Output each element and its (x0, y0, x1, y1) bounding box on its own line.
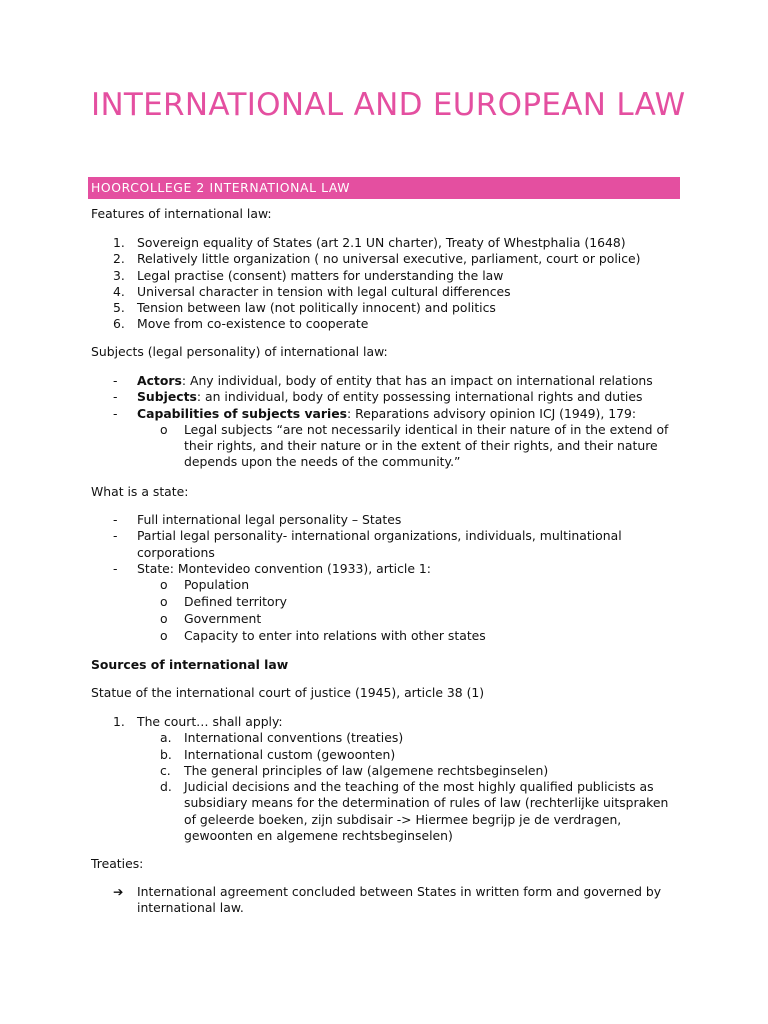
list-term: Capabilities of subjects varies (137, 405, 348, 421)
list-marker: d. (160, 779, 172, 795)
list-text: Partial legal personality- international organizations, individuals, multinational corporations (137, 528, 622, 560)
subjects-list (91, 373, 691, 471)
list-marker: - (113, 560, 118, 576)
sources-list (91, 714, 691, 844)
list-marker: o (160, 577, 168, 593)
list-item (91, 714, 691, 730)
list-text: : an individual, body of entity possessing international rights and duties (196, 389, 643, 405)
list-text: Move from co-existence to cooperate (137, 316, 369, 332)
list-text: International agreement concluded between States in written form and governed by international law. (137, 884, 662, 916)
list-text: State: Montevideo convention (1933), article 1: (137, 560, 431, 576)
list-marker: - (113, 373, 118, 388)
list-marker: 1. (113, 714, 125, 729)
treaties-heading: Treaties: (91, 856, 144, 871)
treaties-list (91, 884, 691, 917)
list-marker: a. (160, 730, 172, 746)
list-text: International custom (gewoonten) (184, 746, 396, 762)
list-text: Legal practise (consent) matters for understanding the law (137, 267, 504, 283)
list-marker: 4. (113, 283, 125, 299)
list-item (91, 373, 691, 389)
sub-list-item (91, 594, 691, 611)
list-marker: o (160, 611, 168, 627)
list-text: Relatively little organization ( no universal executive, parliament, court or police) (137, 251, 641, 267)
sources-statute: Statue of the international court of justice (1945), article 38 (1) (91, 685, 485, 700)
list-item (91, 512, 691, 528)
list-marker: - (113, 528, 118, 544)
list-text: The court… shall apply: (137, 714, 283, 729)
state-list (91, 512, 691, 645)
list-text: Full international legal personality – States (137, 512, 402, 527)
list-text: The general principles of law (algemene rechtsbeginselen) (184, 762, 549, 778)
sub-list-item (91, 763, 691, 779)
list-text: Government (184, 611, 262, 627)
list-marker: - (113, 512, 118, 527)
list-marker: b. (160, 746, 172, 762)
list-marker: 1. (113, 235, 125, 250)
list-item (91, 251, 691, 267)
subjects-heading: Subjects (legal personality) of international law: (91, 344, 388, 359)
sub-list-item (91, 628, 691, 645)
list-item (91, 300, 691, 316)
state-heading: What is a state: (91, 484, 189, 499)
sub-list-item (91, 577, 691, 594)
list-text: Capacity to enter into relations with other states (184, 628, 486, 644)
sources-heading: Sources of international law (91, 657, 289, 672)
sub-list-item (91, 730, 691, 746)
sub-list-item (91, 611, 691, 628)
list-item (91, 561, 691, 577)
list-item (91, 268, 691, 284)
list-item (91, 884, 691, 917)
list-item (91, 528, 691, 561)
features-heading: Features of international law: (91, 206, 272, 221)
list-text: Sovereign equality of States (art 2.1 UN charter), Treaty of Whestphalia (1648) (137, 235, 626, 250)
list-text: Judicial decisions and the teaching of the most highly qualified publicists as subsidiary means for the determination of rules of law (rechterlijke uitspraken of geleerde boeken, zijn subdisair -> Hiermee begrijp je de verdragen, gewoonten en algemene rechtsbeginselen) (184, 779, 669, 844)
list-item (91, 284, 691, 300)
list-marker: o (160, 628, 168, 644)
list-marker: - (113, 389, 118, 405)
arrow-icon: ➔ (113, 884, 124, 899)
features-list (91, 235, 691, 333)
list-item (91, 235, 691, 251)
list-item (91, 389, 691, 405)
list-marker: o (160, 421, 168, 437)
list-item (91, 406, 691, 422)
list-text: Population (184, 577, 250, 593)
list-text: Universal character in tension with legal cultural differences (137, 283, 511, 299)
list-marker: - (113, 405, 118, 421)
list-text: Defined territory (184, 594, 288, 610)
list-term: Subjects (137, 389, 197, 405)
list-marker: 2. (113, 251, 125, 267)
list-marker: c. (160, 762, 171, 778)
list-text: Tension between law (not politically innocent) and politics (137, 300, 496, 316)
sub-list-item (91, 779, 691, 844)
sub-list-item (91, 422, 691, 471)
list-text: International conventions (treaties) (184, 730, 404, 746)
sub-list-item (91, 747, 691, 763)
document-title: INTERNATIONAL AND EUROPEAN LAW (91, 87, 686, 123)
list-marker: 6. (113, 316, 125, 332)
section-banner: HOORCOLLEGE 2 INTERNATIONAL LAW (88, 177, 680, 199)
list-text: : Any individual, body of entity that has an impact on international relations (181, 373, 653, 388)
list-term: Actors (137, 373, 182, 388)
list-text: : Reparations advisory opinion ICJ (1949), 179: (347, 405, 637, 421)
list-marker: o (160, 594, 168, 610)
list-marker: 3. (113, 267, 125, 283)
list-text: Legal subjects “are not necessarily identical in their nature of in the extend of their rights, and their nature or in the extent of their rights, and their nature depends upon the needs of the community.” (184, 421, 669, 470)
list-item (91, 316, 691, 332)
list-marker: 5. (113, 300, 125, 316)
